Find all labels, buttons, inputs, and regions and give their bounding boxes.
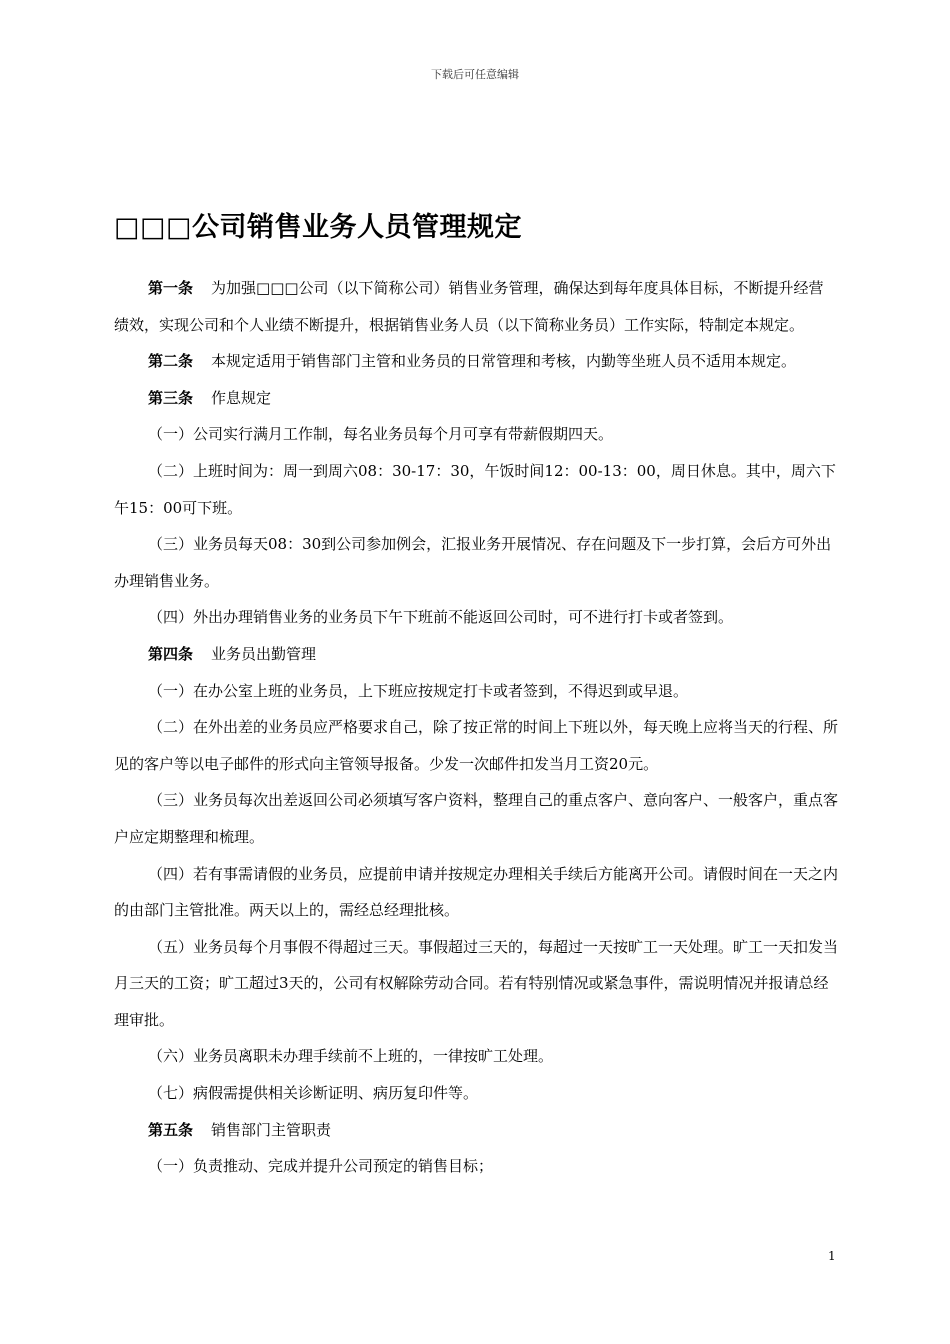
article-5: [114, 1112, 838, 1149]
article-number: 第一条: [148, 279, 194, 297]
document-title: □□□公司销售业务人员管理规定: [114, 212, 523, 243]
article-1: [114, 270, 838, 343]
article-text: 业务员出勤管理: [211, 644, 317, 663]
article-number: 第二条: [148, 352, 194, 371]
list-item: （二）在外出差的业务员应严格要求自己，除了按正常的时间上下班以外，每天晚上应将当天的行程、所见的客户等以电子邮件的形式向主管领导报备。少发一次邮件扣发当月工资20元。: [114, 718, 839, 773]
list-item: （四）外出办理销售业务的业务员下午下班前不能返回公司时，可不进行打卡或者签到。: [148, 608, 734, 627]
article-3: [114, 380, 838, 417]
article-text: 为加强□□□公司（以下简称公司）销售业务管理，确保达到每年度具体目标，不断提升经营绩效，实现公司和个人业绩不断提升，根据销售业务人员（以下简称业务员）工作实际，特制定本规定。: [114, 279, 824, 334]
article-text: 销售部门主管职责: [211, 1120, 332, 1139]
list-item: （三）业务员每次出差返回公司必须填写客户资料，整理自己的重点客户、意向客户、一般客户，重点客户应定期整理和梳理。: [114, 791, 839, 846]
list-item: （一）负责推动、完成并提升公司预定的销售目标；: [148, 1157, 494, 1176]
article-4: [114, 636, 838, 673]
list-item: （六）业务员离职未办理手续前不上班的，一律按旷工处理。: [148, 1047, 554, 1066]
page-header-note: 下载后可任意编辑: [431, 68, 519, 81]
article-text: 作息规定: [211, 388, 272, 407]
list-item: （四）若有事需请假的业务员，应提前申请并按规定办理相关手续后方能离开公司。请假时间在一天之内的由部门主管批准。两天以上的，需经总经理批核。: [114, 864, 839, 920]
list-item: （五）业务员每个月事假不得超过三天。事假超过三天的，每超过一天按旷工一天处理。旷工一天扣发当月三天的工资；旷工超过3天的，公司有权解除劳动合同。若有特别情况或紧急事件，需说明情况并报请总经理审批。: [114, 937, 839, 1029]
article-text: 本规定适用于销售部门主管和业务员的日常管理和考核，内勤等坐班人员不适用本规定。: [211, 352, 797, 371]
article-2: [114, 343, 838, 380]
document-body: [114, 270, 838, 1185]
list-item: （七）病假需提供相关诊断证明、病历复印件等。: [148, 1084, 479, 1103]
list-item: （一）在办公室上班的业务员，上下班应按规定打卡或者签到，不得迟到或早退。: [148, 681, 689, 700]
article-number: 第三条: [148, 388, 194, 407]
article-number: 第五条: [148, 1120, 194, 1139]
list-item: （三）业务员每天08：30到公司参加例会，汇报业务开展情况、存在问题及下一步打算，会后方可外出办理销售业务。: [114, 535, 832, 590]
list-item: （一）公司实行满月工作制，每名业务员每个月可享有带薪假期四天。: [148, 425, 614, 444]
list-item: （二）上班时间为：周一到周六08：30-17：30，午饭时间12：00-13：00，周日休息。其中，周六下午15：00可下班。: [114, 461, 836, 517]
page-number: 1: [828, 1249, 836, 1263]
article-number: 第四条: [148, 644, 194, 663]
